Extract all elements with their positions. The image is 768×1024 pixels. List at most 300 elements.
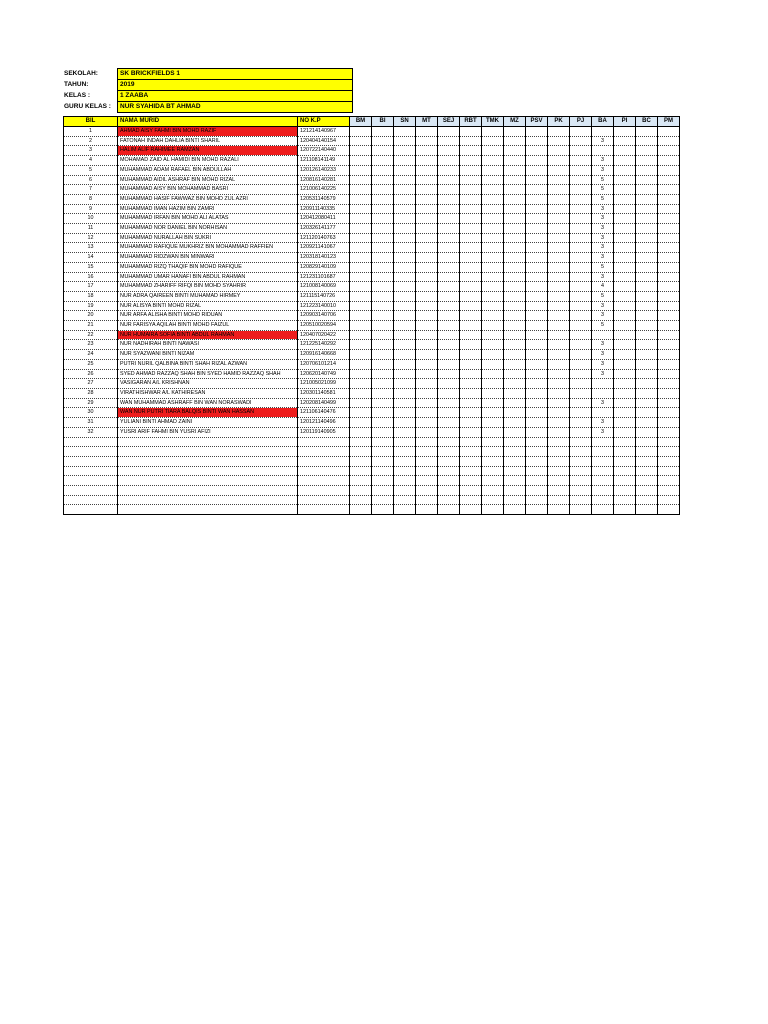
grade-cell-mz[interactable]: [504, 398, 526, 408]
empty-cell[interactable]: [372, 447, 394, 457]
empty-cell[interactable]: [526, 476, 548, 486]
grade-cell-sej[interactable]: [438, 388, 460, 398]
bil-cell[interactable]: 30: [64, 408, 118, 418]
grade-cell-ba[interactable]: [592, 388, 614, 398]
grade-cell-bm[interactable]: [350, 301, 372, 311]
bil-cell[interactable]: 8: [64, 194, 118, 204]
empty-cell[interactable]: [438, 505, 460, 515]
grade-cell-psv[interactable]: [526, 185, 548, 195]
grade-cell-bi[interactable]: [372, 262, 394, 272]
ic-number-cell[interactable]: 121225140292: [298, 340, 350, 350]
empty-cell[interactable]: [614, 485, 636, 495]
grade-cell-sn[interactable]: [394, 243, 416, 253]
grade-cell-bc[interactable]: [636, 194, 658, 204]
ic-number-cell[interactable]: 120816140281: [298, 175, 350, 185]
student-name-cell[interactable]: MUHAMMAD AISY BIN MOHAMMAD BASRI: [118, 185, 298, 195]
grade-cell-mt[interactable]: [416, 321, 438, 331]
grade-cell-bc[interactable]: [636, 321, 658, 331]
bil-cell[interactable]: 15: [64, 262, 118, 272]
grade-cell-rbt[interactable]: [460, 262, 482, 272]
grade-cell-pj[interactable]: [570, 262, 592, 272]
grade-cell-tmk[interactable]: [482, 243, 504, 253]
grade-cell-mt[interactable]: [416, 282, 438, 292]
grade-cell-pj[interactable]: [570, 185, 592, 195]
grade-cell-mz[interactable]: [504, 359, 526, 369]
student-name-cell[interactable]: MUHAMMAD IMAN HAZIM BIN ZAMRI: [118, 204, 298, 214]
empty-cell[interactable]: [394, 466, 416, 476]
grade-cell-pi[interactable]: [614, 175, 636, 185]
grade-cell-pi[interactable]: [614, 156, 636, 166]
grade-cell-pi[interactable]: [614, 330, 636, 340]
ic-number-cell[interactable]: 121231101687: [298, 272, 350, 282]
grade-cell-pk[interactable]: [548, 350, 570, 360]
grade-cell-pm[interactable]: [658, 243, 680, 253]
grade-cell-bi[interactable]: [372, 253, 394, 263]
grade-cell-bi[interactable]: [372, 369, 394, 379]
grade-cell-pk[interactable]: [548, 204, 570, 214]
empty-cell[interactable]: [658, 456, 680, 466]
grade-cell-sej[interactable]: [438, 369, 460, 379]
empty-cell[interactable]: [636, 476, 658, 486]
empty-cell[interactable]: [614, 437, 636, 447]
grade-cell-pk[interactable]: [548, 340, 570, 350]
grade-cell-ba[interactable]: 4: [592, 282, 614, 292]
grade-cell-bi[interactable]: [372, 156, 394, 166]
grade-cell-bc[interactable]: [636, 388, 658, 398]
ic-number-cell[interactable]: 121108141149: [298, 156, 350, 166]
grade-cell-mt[interactable]: [416, 398, 438, 408]
grade-cell-psv[interactable]: [526, 146, 548, 156]
grade-cell-rbt[interactable]: [460, 156, 482, 166]
grade-cell-psv[interactable]: [526, 194, 548, 204]
empty-cell[interactable]: [416, 476, 438, 486]
grade-cell-mz[interactable]: [504, 224, 526, 234]
grade-cell-bm[interactable]: [350, 127, 372, 137]
grade-cell-pm[interactable]: [658, 214, 680, 224]
grade-cell-mz[interactable]: [504, 321, 526, 331]
grade-cell-mt[interactable]: [416, 427, 438, 437]
grade-cell-bc[interactable]: [636, 379, 658, 389]
empty-cell[interactable]: [570, 476, 592, 486]
grade-cell-pm[interactable]: [658, 262, 680, 272]
grade-cell-sej[interactable]: [438, 398, 460, 408]
grade-cell-pj[interactable]: [570, 127, 592, 137]
grade-cell-mt[interactable]: [416, 185, 438, 195]
empty-cell[interactable]: [482, 466, 504, 476]
grade-cell-mt[interactable]: [416, 127, 438, 137]
bil-cell[interactable]: 28: [64, 388, 118, 398]
grade-cell-sej[interactable]: [438, 204, 460, 214]
grade-cell-pi[interactable]: [614, 369, 636, 379]
bil-cell[interactable]: 16: [64, 272, 118, 282]
grade-cell-mt[interactable]: [416, 359, 438, 369]
grade-cell-sn[interactable]: [394, 359, 416, 369]
student-name-cell[interactable]: NUR SYAZWANI BINTI NIZAM: [118, 350, 298, 360]
empty-cell[interactable]: [526, 466, 548, 476]
grade-cell-psv[interactable]: [526, 330, 548, 340]
grade-cell-bc[interactable]: [636, 282, 658, 292]
grade-cell-pm[interactable]: [658, 136, 680, 146]
grade-cell-ba[interactable]: 3: [592, 243, 614, 253]
grade-cell-pi[interactable]: [614, 379, 636, 389]
grade-cell-mt[interactable]: [416, 388, 438, 398]
grade-cell-rbt[interactable]: [460, 282, 482, 292]
empty-cell[interactable]: [592, 466, 614, 476]
grade-cell-pi[interactable]: [614, 214, 636, 224]
student-name-cell[interactable]: MUHAMMAD RIDZWAN BIN MINWARI: [118, 253, 298, 263]
grade-cell-pj[interactable]: [570, 291, 592, 301]
grade-cell-bi[interactable]: [372, 243, 394, 253]
grade-cell-pi[interactable]: [614, 136, 636, 146]
student-name-cell[interactable]: AHMAD AISY FAHMI BIN MOHD RAZIF: [118, 127, 298, 137]
empty-cell[interactable]: [438, 466, 460, 476]
grade-cell-mt[interactable]: [416, 418, 438, 428]
grade-cell-bi[interactable]: [372, 301, 394, 311]
empty-cell[interactable]: [460, 485, 482, 495]
grade-cell-pk[interactable]: [548, 272, 570, 282]
empty-cell[interactable]: [394, 476, 416, 486]
empty-cell[interactable]: [636, 485, 658, 495]
grade-cell-bc[interactable]: [636, 224, 658, 234]
empty-cell[interactable]: [438, 476, 460, 486]
empty-cell[interactable]: [460, 466, 482, 476]
grade-cell-pj[interactable]: [570, 136, 592, 146]
grade-cell-tmk[interactable]: [482, 330, 504, 340]
grade-cell-tmk[interactable]: [482, 224, 504, 234]
empty-cell[interactable]: [548, 466, 570, 476]
grade-cell-bm[interactable]: [350, 340, 372, 350]
grade-cell-mz[interactable]: [504, 350, 526, 360]
empty-cell[interactable]: [482, 456, 504, 466]
empty-cell[interactable]: [118, 466, 298, 476]
student-name-cell[interactable]: MUHAMMAD ZHARIFF RIFQI BIN MOHD SYAHRIR: [118, 282, 298, 292]
grade-cell-bm[interactable]: [350, 359, 372, 369]
grade-cell-pk[interactable]: [548, 379, 570, 389]
empty-cell[interactable]: [372, 466, 394, 476]
grade-cell-pi[interactable]: [614, 311, 636, 321]
grade-cell-tmk[interactable]: [482, 262, 504, 272]
bil-cell[interactable]: 1: [64, 127, 118, 137]
empty-cell[interactable]: [118, 456, 298, 466]
grade-cell-tmk[interactable]: [482, 359, 504, 369]
grade-cell-sn[interactable]: [394, 291, 416, 301]
grade-cell-sej[interactable]: [438, 224, 460, 234]
grade-cell-bi[interactable]: [372, 398, 394, 408]
grade-cell-mz[interactable]: [504, 330, 526, 340]
info-value[interactable]: SK BRICKFIELDS 1: [118, 69, 353, 80]
grade-cell-psv[interactable]: [526, 243, 548, 253]
grade-cell-ba[interactable]: 3: [592, 350, 614, 360]
grade-cell-pk[interactable]: [548, 194, 570, 204]
grade-cell-ba[interactable]: 3: [592, 418, 614, 428]
grade-cell-pm[interactable]: [658, 146, 680, 156]
grade-cell-mz[interactable]: [504, 204, 526, 214]
grade-cell-mt[interactable]: [416, 350, 438, 360]
empty-cell[interactable]: [298, 437, 350, 447]
ic-number-cell[interactable]: 120620140749: [298, 369, 350, 379]
grade-cell-rbt[interactable]: [460, 136, 482, 146]
ic-number-cell[interactable]: 121008140069: [298, 282, 350, 292]
ic-number-cell[interactable]: 120829140109: [298, 262, 350, 272]
ic-number-cell[interactable]: 121005021099: [298, 379, 350, 389]
grade-cell-bi[interactable]: [372, 233, 394, 243]
grade-cell-bm[interactable]: [350, 321, 372, 331]
header-subject-mt[interactable]: MT: [416, 117, 438, 127]
empty-cell[interactable]: [438, 485, 460, 495]
grade-cell-mz[interactable]: [504, 175, 526, 185]
grade-cell-mt[interactable]: [416, 291, 438, 301]
grade-cell-tmk[interactable]: [482, 340, 504, 350]
empty-cell[interactable]: [64, 437, 118, 447]
grade-cell-ba[interactable]: 3: [592, 156, 614, 166]
grade-cell-pj[interactable]: [570, 156, 592, 166]
bil-cell[interactable]: 32: [64, 427, 118, 437]
grade-cell-tmk[interactable]: [482, 427, 504, 437]
grade-cell-pm[interactable]: [658, 379, 680, 389]
grade-cell-bm[interactable]: [350, 311, 372, 321]
grade-cell-mt[interactable]: [416, 165, 438, 175]
grade-cell-pj[interactable]: [570, 224, 592, 234]
grade-cell-ba[interactable]: 3: [592, 369, 614, 379]
grade-cell-pi[interactable]: [614, 233, 636, 243]
grade-cell-psv[interactable]: [526, 233, 548, 243]
student-name-cell[interactable]: NUR ALISYA BINTI MOHD RIZAL: [118, 301, 298, 311]
ic-number-cell[interactable]: 121115140726: [298, 291, 350, 301]
grade-cell-pi[interactable]: [614, 427, 636, 437]
grade-cell-bi[interactable]: [372, 427, 394, 437]
empty-cell[interactable]: [394, 505, 416, 515]
grade-cell-bm[interactable]: [350, 224, 372, 234]
bil-cell[interactable]: 21: [64, 321, 118, 331]
grade-cell-sn[interactable]: [394, 262, 416, 272]
ic-number-cell[interactable]: 120208140499: [298, 398, 350, 408]
empty-cell[interactable]: [548, 456, 570, 466]
grade-cell-pm[interactable]: [658, 388, 680, 398]
grade-cell-pj[interactable]: [570, 282, 592, 292]
grade-cell-pk[interactable]: [548, 136, 570, 146]
ic-number-cell[interactable]: 120722140440: [298, 146, 350, 156]
grade-cell-pi[interactable]: [614, 301, 636, 311]
empty-cell[interactable]: [614, 447, 636, 457]
student-name-cell[interactable]: MUHAMMAD NOR DANIEL BIN NORHISAN: [118, 224, 298, 234]
bil-cell[interactable]: 24: [64, 350, 118, 360]
grade-cell-mz[interactable]: [504, 272, 526, 282]
grade-cell-pk[interactable]: [548, 185, 570, 195]
grade-cell-sej[interactable]: [438, 301, 460, 311]
grade-cell-sej[interactable]: [438, 253, 460, 263]
grade-cell-tmk[interactable]: [482, 127, 504, 137]
grade-cell-mz[interactable]: [504, 185, 526, 195]
grade-cell-rbt[interactable]: [460, 291, 482, 301]
grade-cell-psv[interactable]: [526, 127, 548, 137]
grade-cell-rbt[interactable]: [460, 398, 482, 408]
grade-cell-rbt[interactable]: [460, 379, 482, 389]
empty-cell[interactable]: [350, 485, 372, 495]
empty-cell[interactable]: [548, 447, 570, 457]
grade-cell-pi[interactable]: [614, 291, 636, 301]
grade-cell-pi[interactable]: [614, 408, 636, 418]
grade-cell-mz[interactable]: [504, 388, 526, 398]
empty-cell[interactable]: [548, 437, 570, 447]
empty-cell[interactable]: [118, 505, 298, 515]
empty-cell[interactable]: [504, 495, 526, 505]
grade-cell-pi[interactable]: [614, 359, 636, 369]
ic-number-cell[interactable]: 120121140496: [298, 418, 350, 428]
grade-cell-pm[interactable]: [658, 224, 680, 234]
grade-cell-sn[interactable]: [394, 369, 416, 379]
ic-number-cell[interactable]: 120911140335: [298, 204, 350, 214]
ic-number-cell[interactable]: 120706101214: [298, 359, 350, 369]
empty-cell[interactable]: [570, 505, 592, 515]
empty-cell[interactable]: [636, 437, 658, 447]
grade-cell-bi[interactable]: [372, 175, 394, 185]
ic-number-cell[interactable]: 120318140123: [298, 253, 350, 263]
grade-cell-rbt[interactable]: [460, 204, 482, 214]
grade-cell-bi[interactable]: [372, 204, 394, 214]
grade-cell-sn[interactable]: [394, 398, 416, 408]
bil-cell[interactable]: 10: [64, 214, 118, 224]
grade-cell-tmk[interactable]: [482, 136, 504, 146]
bil-cell[interactable]: 7: [64, 185, 118, 195]
grade-cell-bi[interactable]: [372, 282, 394, 292]
grade-cell-sn[interactable]: [394, 253, 416, 263]
grade-cell-mt[interactable]: [416, 146, 438, 156]
ic-number-cell[interactable]: 120903140706: [298, 311, 350, 321]
empty-cell[interactable]: [372, 456, 394, 466]
bil-cell[interactable]: 23: [64, 340, 118, 350]
info-value[interactable]: 2019: [118, 80, 353, 91]
ic-number-cell[interactable]: 120916140668: [298, 350, 350, 360]
grade-cell-bc[interactable]: [636, 301, 658, 311]
grade-cell-pi[interactable]: [614, 340, 636, 350]
grade-cell-pi[interactable]: [614, 272, 636, 282]
grade-cell-pm[interactable]: [658, 282, 680, 292]
grade-cell-bi[interactable]: [372, 194, 394, 204]
grade-cell-pm[interactable]: [658, 185, 680, 195]
grade-cell-mt[interactable]: [416, 214, 438, 224]
empty-cell[interactable]: [460, 437, 482, 447]
grade-cell-sej[interactable]: [438, 156, 460, 166]
grade-cell-bi[interactable]: [372, 272, 394, 282]
grade-cell-ba[interactable]: [592, 330, 614, 340]
grade-cell-pk[interactable]: [548, 127, 570, 137]
grade-cell-rbt[interactable]: [460, 369, 482, 379]
bil-cell[interactable]: 22: [64, 330, 118, 340]
grade-cell-bm[interactable]: [350, 146, 372, 156]
grade-cell-mt[interactable]: [416, 175, 438, 185]
grade-cell-pj[interactable]: [570, 398, 592, 408]
empty-cell[interactable]: [526, 485, 548, 495]
grade-cell-tmk[interactable]: [482, 165, 504, 175]
grade-cell-rbt[interactable]: [460, 253, 482, 263]
grade-cell-pj[interactable]: [570, 175, 592, 185]
empty-cell[interactable]: [118, 476, 298, 486]
grade-cell-psv[interactable]: [526, 272, 548, 282]
grade-cell-psv[interactable]: [526, 136, 548, 146]
grade-cell-mz[interactable]: [504, 253, 526, 263]
grade-cell-mt[interactable]: [416, 233, 438, 243]
header-nama-murid[interactable]: NAMA MURID: [118, 117, 298, 127]
grade-cell-bi[interactable]: [372, 214, 394, 224]
grade-cell-rbt[interactable]: [460, 243, 482, 253]
grade-cell-rbt[interactable]: [460, 330, 482, 340]
grade-cell-bc[interactable]: [636, 291, 658, 301]
grade-cell-psv[interactable]: [526, 165, 548, 175]
student-name-cell[interactable]: VASIGARAN A/L KRISHNAN: [118, 379, 298, 389]
empty-cell[interactable]: [460, 476, 482, 486]
grade-cell-sn[interactable]: [394, 224, 416, 234]
grade-cell-ba[interactable]: 3: [592, 136, 614, 146]
grade-cell-bm[interactable]: [350, 282, 372, 292]
grade-cell-bc[interactable]: [636, 330, 658, 340]
empty-cell[interactable]: [438, 437, 460, 447]
grade-cell-bi[interactable]: [372, 340, 394, 350]
grade-cell-bc[interactable]: [636, 243, 658, 253]
grade-cell-pj[interactable]: [570, 340, 592, 350]
grade-cell-pj[interactable]: [570, 194, 592, 204]
grade-cell-bm[interactable]: [350, 427, 372, 437]
empty-cell[interactable]: [298, 447, 350, 457]
bil-cell[interactable]: 27: [64, 379, 118, 389]
grade-cell-bc[interactable]: [636, 311, 658, 321]
grade-cell-pm[interactable]: [658, 156, 680, 166]
grade-cell-rbt[interactable]: [460, 418, 482, 428]
empty-cell[interactable]: [548, 476, 570, 486]
grade-cell-ba[interactable]: [592, 408, 614, 418]
grade-cell-psv[interactable]: [526, 388, 548, 398]
grade-cell-pk[interactable]: [548, 165, 570, 175]
grade-cell-sn[interactable]: [394, 214, 416, 224]
grade-cell-psv[interactable]: [526, 214, 548, 224]
empty-cell[interactable]: [64, 505, 118, 515]
grade-cell-mt[interactable]: [416, 408, 438, 418]
empty-cell[interactable]: [64, 447, 118, 457]
empty-cell[interactable]: [64, 495, 118, 505]
empty-cell[interactable]: [118, 447, 298, 457]
grade-cell-psv[interactable]: [526, 398, 548, 408]
grade-cell-sn[interactable]: [394, 301, 416, 311]
empty-cell[interactable]: [636, 495, 658, 505]
grade-cell-sej[interactable]: [438, 350, 460, 360]
empty-cell[interactable]: [526, 437, 548, 447]
header-subject-pj[interactable]: PJ: [570, 117, 592, 127]
empty-cell[interactable]: [592, 505, 614, 515]
empty-cell[interactable]: [636, 456, 658, 466]
ic-number-cell[interactable]: 120510020594: [298, 321, 350, 331]
grade-cell-mt[interactable]: [416, 253, 438, 263]
ic-number-cell[interactable]: 120407020422: [298, 330, 350, 340]
empty-cell[interactable]: [614, 466, 636, 476]
grade-cell-tmk[interactable]: [482, 408, 504, 418]
empty-cell[interactable]: [298, 466, 350, 476]
grade-cell-rbt[interactable]: [460, 301, 482, 311]
empty-cell[interactable]: [482, 495, 504, 505]
empty-cell[interactable]: [350, 476, 372, 486]
grade-cell-sn[interactable]: [394, 156, 416, 166]
grade-cell-rbt[interactable]: [460, 165, 482, 175]
empty-cell[interactable]: [372, 485, 394, 495]
student-name-cell[interactable]: VIRATHISHWAR A/L KATHIRESAN: [118, 388, 298, 398]
grade-cell-rbt[interactable]: [460, 350, 482, 360]
empty-cell[interactable]: [118, 485, 298, 495]
student-name-cell[interactable]: MUHAMMAD RIZQ THAQIF BIN MOHD RAFIQUE: [118, 262, 298, 272]
grade-cell-pi[interactable]: [614, 127, 636, 137]
grade-cell-tmk[interactable]: [482, 194, 504, 204]
grade-cell-pk[interactable]: [548, 311, 570, 321]
grade-cell-bm[interactable]: [350, 175, 372, 185]
empty-cell[interactable]: [614, 495, 636, 505]
grade-cell-sej[interactable]: [438, 175, 460, 185]
